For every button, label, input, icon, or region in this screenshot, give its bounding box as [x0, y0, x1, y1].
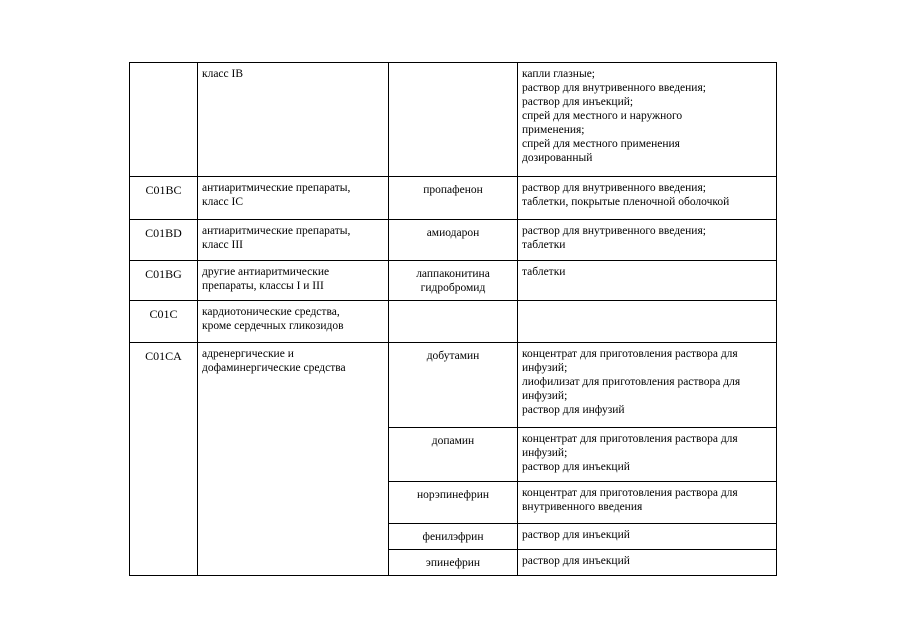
drug-table — [129, 62, 777, 576]
atc-code-cell: C01BD — [130, 220, 198, 261]
drug-cell: допамин — [389, 428, 518, 482]
drug-cell — [389, 301, 518, 343]
table-row — [130, 63, 777, 177]
table-row — [130, 343, 777, 428]
group-cell: антиаритмические препараты, класс IC — [198, 177, 389, 220]
form-cell: концентрат для приготовления раствора для инфузий; раствор для инъекций — [518, 428, 777, 482]
form-cell: раствор для инъекций — [518, 550, 777, 576]
form-cell: раствор для внутривенного введения; таблетки, покрытые пленочной оболочкой — [518, 177, 777, 220]
drug-cell: норэпинефрин — [389, 482, 518, 524]
drug-cell: лаппаконитина гидробромид — [389, 261, 518, 301]
atc-code-cell: C01BC — [130, 177, 198, 220]
drug-cell — [389, 63, 518, 177]
drug-cell: пропафенон — [389, 177, 518, 220]
drug-cell: добутамин — [389, 343, 518, 428]
atc-code-cell: C01C — [130, 301, 198, 343]
drug-cell: амиодарон — [389, 220, 518, 261]
form-cell: раствор для инъекций — [518, 524, 777, 550]
group-cell: антиаритмические препараты, класс III — [198, 220, 389, 261]
group-cell: адренергические и дофаминергические средства — [198, 343, 389, 576]
group-cell: другие антиаритмические препараты, классы I и III — [198, 261, 389, 301]
form-cell — [518, 301, 777, 343]
atc-code-cell — [130, 63, 198, 177]
form-cell: раствор для внутривенного введения; таблетки — [518, 220, 777, 261]
atc-code-cell: C01BG — [130, 261, 198, 301]
drug-cell: фенилэфрин — [389, 524, 518, 550]
drug-cell: эпинефрин — [389, 550, 518, 576]
form-cell: капли глазные; раствор для внутривенного введения; раствор для инъекций; спрей для местного и наружного применения; спрей для местного применения дозированный — [518, 63, 777, 177]
form-cell: концентрат для приготовления раствора для внутривенного введения — [518, 482, 777, 524]
atc-code-cell: C01CA — [130, 343, 198, 576]
table-row — [130, 261, 777, 301]
form-cell: таблетки — [518, 261, 777, 301]
group-cell: класс IB — [198, 63, 389, 177]
group-cell: кардиотонические средства, кроме сердечных гликозидов — [198, 301, 389, 343]
form-cell: концентрат для приготовления раствора для инфузий; лиофилизат для приготовления раствора для инфузий; раствор для инфузий — [518, 343, 777, 428]
table-row — [130, 220, 777, 261]
table-row — [130, 177, 777, 220]
table-row — [130, 301, 777, 343]
